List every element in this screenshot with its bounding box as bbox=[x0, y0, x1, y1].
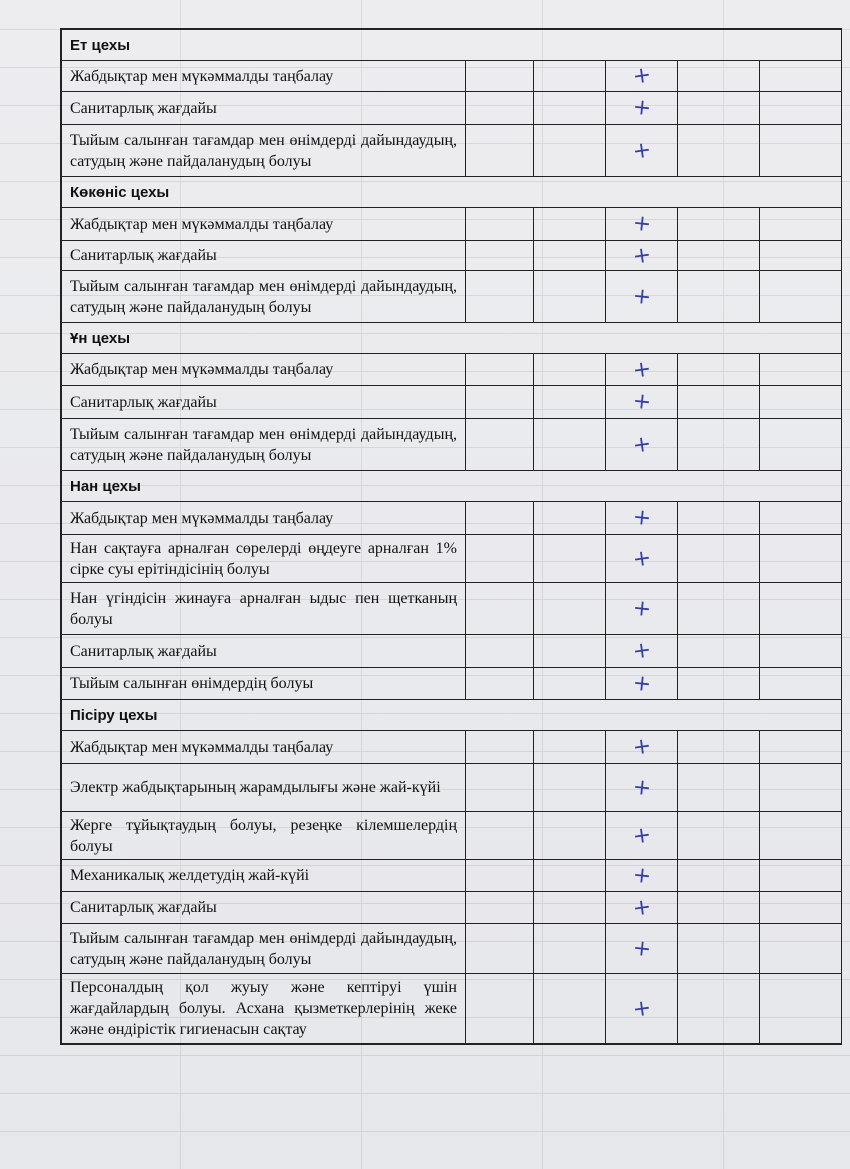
handwritten-check-mark: + bbox=[631, 595, 652, 622]
handwritten-check-mark: + bbox=[630, 62, 653, 90]
mark-cell-5 bbox=[760, 635, 842, 668]
mark-cell-2 bbox=[534, 271, 606, 323]
checklist-row bbox=[62, 125, 842, 177]
mark-cell-3 bbox=[606, 535, 678, 583]
mark-cell-5 bbox=[760, 974, 842, 1044]
checklist-row bbox=[62, 535, 842, 583]
handwritten-check-mark: + bbox=[631, 862, 652, 889]
mark-cell-5 bbox=[760, 860, 842, 892]
mark-cell-4 bbox=[678, 61, 760, 92]
mark-cell-2 bbox=[534, 583, 606, 635]
handwritten-check-mark: + bbox=[630, 136, 653, 165]
mark-cell-5 bbox=[760, 125, 842, 177]
mark-cell-4 bbox=[678, 668, 760, 700]
mark-cell-1 bbox=[466, 125, 534, 177]
checklist-item-text: Нан үгіндісін жинауға арналған ыдыс пен щетканың болуы bbox=[62, 583, 466, 635]
mark-cell-1 bbox=[466, 419, 534, 471]
mark-cell-2 bbox=[534, 208, 606, 241]
mark-cell-5 bbox=[760, 354, 842, 386]
handwritten-check-mark: + bbox=[631, 504, 652, 532]
mark-cell-1 bbox=[466, 731, 534, 764]
checklist-item-text: Жабдықтар мен мүкәммалды таңбалау bbox=[62, 731, 466, 764]
mark-cell-2 bbox=[534, 764, 606, 812]
mark-cell-1 bbox=[466, 764, 534, 812]
checklist-row bbox=[62, 812, 842, 860]
handwritten-check-mark: + bbox=[631, 210, 652, 238]
mark-cell-1 bbox=[466, 635, 534, 668]
handwritten-check-mark: + bbox=[630, 893, 653, 922]
checklist-item-text: Тыйым салынған тағамдар мен өнімдерді дайындаудың, сатудың және пайдаланудың болуы bbox=[62, 125, 466, 177]
mark-cell-1 bbox=[466, 924, 534, 974]
mark-cell-2 bbox=[534, 125, 606, 177]
handwritten-check-mark: + bbox=[631, 94, 652, 122]
handwritten-check-mark: + bbox=[631, 670, 652, 697]
mark-cell-3 bbox=[606, 125, 678, 177]
checklist-row bbox=[62, 583, 842, 635]
checklist-row bbox=[62, 924, 842, 974]
checklist-item-text: Электр жабдықтарының жарамдылығы және жай-күйі bbox=[62, 764, 466, 812]
mark-cell-3 bbox=[606, 583, 678, 635]
checklist-row bbox=[62, 892, 842, 924]
mark-cell-2 bbox=[534, 241, 606, 271]
checklist-item-text: Жабдықтар мен мүкәммалды таңбалау bbox=[62, 208, 466, 241]
mark-cell-4 bbox=[678, 271, 760, 323]
checklist-row bbox=[62, 208, 842, 241]
mark-cell-5 bbox=[760, 502, 842, 535]
mark-cell-3 bbox=[606, 924, 678, 974]
mark-cell-3 bbox=[606, 668, 678, 700]
mark-cell-4 bbox=[678, 241, 760, 271]
mark-cell-1 bbox=[466, 241, 534, 271]
checklist-row bbox=[62, 974, 842, 1044]
mark-cell-2 bbox=[534, 812, 606, 860]
checklist-item-text: Санитарлық жағдайы bbox=[62, 241, 466, 271]
mark-cell-3 bbox=[606, 61, 678, 92]
mark-cell-5 bbox=[760, 764, 842, 812]
mark-cell-3 bbox=[606, 860, 678, 892]
handwritten-check-mark: + bbox=[630, 994, 653, 1023]
mark-cell-1 bbox=[466, 92, 534, 125]
mark-cell-2 bbox=[534, 502, 606, 535]
mark-cell-1 bbox=[466, 668, 534, 700]
mark-cell-3 bbox=[606, 502, 678, 535]
mark-cell-2 bbox=[534, 92, 606, 125]
mark-cell-5 bbox=[760, 812, 842, 860]
mark-cell-1 bbox=[466, 812, 534, 860]
checklist-row bbox=[62, 502, 842, 535]
mark-cell-3 bbox=[606, 731, 678, 764]
mark-cell-3 bbox=[606, 419, 678, 471]
mark-cell-2 bbox=[534, 668, 606, 700]
checklist-row bbox=[62, 419, 842, 471]
mark-cell-5 bbox=[760, 583, 842, 635]
section-header-row bbox=[62, 323, 842, 354]
mark-cell-4 bbox=[678, 731, 760, 764]
mark-cell-2 bbox=[534, 635, 606, 668]
handwritten-check-mark: + bbox=[630, 241, 653, 270]
checklist-item-text: Персоналдың қол жуыу және кептіруі үшін жағдайлардың болуы. Асхана қызметкерлерінің жеке және өндірістік гигиенасын сақтау bbox=[62, 974, 466, 1044]
mark-cell-5 bbox=[760, 892, 842, 924]
mark-cell-4 bbox=[678, 635, 760, 668]
mark-cell-4 bbox=[678, 812, 760, 860]
mark-cell-1 bbox=[466, 583, 534, 635]
section-title: Нан цехы bbox=[62, 471, 842, 502]
mark-cell-2 bbox=[534, 892, 606, 924]
mark-cell-4 bbox=[678, 419, 760, 471]
handwritten-check-mark: + bbox=[630, 430, 653, 459]
mark-cell-3 bbox=[606, 354, 678, 386]
checklist-row bbox=[62, 271, 842, 323]
mark-cell-5 bbox=[760, 241, 842, 271]
checklist-row bbox=[62, 635, 842, 668]
inspection-checklist-table bbox=[60, 28, 842, 1045]
handwritten-check-mark: + bbox=[631, 935, 652, 962]
mark-cell-2 bbox=[534, 386, 606, 419]
mark-cell-4 bbox=[678, 583, 760, 635]
mark-cell-2 bbox=[534, 974, 606, 1044]
checklist-row bbox=[62, 241, 842, 271]
section-header-row bbox=[62, 177, 842, 208]
section-header-row bbox=[62, 30, 842, 61]
mark-cell-4 bbox=[678, 502, 760, 535]
section-header-row bbox=[62, 700, 842, 731]
checklist-row bbox=[62, 61, 842, 92]
checklist-item-text: Нан сақтауға арналған сөрелерді өңдеуге арналған 1% сірке суы ерітіндісінің болуы bbox=[62, 535, 466, 583]
handwritten-check-mark: + bbox=[630, 637, 653, 665]
mark-cell-3 bbox=[606, 974, 678, 1044]
mark-cell-1 bbox=[466, 61, 534, 92]
mark-cell-2 bbox=[534, 61, 606, 92]
section-header-row bbox=[62, 471, 842, 502]
mark-cell-2 bbox=[534, 535, 606, 583]
checklist-item-text: Санитарлық жағдайы bbox=[62, 635, 466, 668]
checklist-item-text: Жерге тұйықтаудың болуы, резеңке кілемшелердің болуы bbox=[62, 812, 466, 860]
checklist-item-text: Жабдықтар мен мүкәммалды таңбалау bbox=[62, 354, 466, 386]
checklist-item-text: Тыйым салынған тағамдар мен өнімдерді дайындаудың, сатудың және пайдаланудың болуы bbox=[62, 271, 466, 323]
mark-cell-1 bbox=[466, 208, 534, 241]
checklist-item-text: Механикалық желдетудің жай-күйі bbox=[62, 860, 466, 892]
handwritten-check-mark: + bbox=[631, 388, 652, 416]
mark-cell-1 bbox=[466, 271, 534, 323]
mark-cell-5 bbox=[760, 731, 842, 764]
handwritten-check-mark: + bbox=[630, 355, 653, 384]
mark-cell-3 bbox=[606, 208, 678, 241]
mark-cell-4 bbox=[678, 125, 760, 177]
checklist-item-text: Санитарлық жағдайы bbox=[62, 892, 466, 924]
mark-cell-5 bbox=[760, 386, 842, 419]
handwritten-check-mark: + bbox=[631, 774, 652, 801]
mark-cell-4 bbox=[678, 860, 760, 892]
checklist-item-text: Тыйым салынған тағамдар мен өнімдерді дайындаудың, сатудың және пайдаланудың болуы bbox=[62, 419, 466, 471]
mark-cell-4 bbox=[678, 354, 760, 386]
mark-cell-1 bbox=[466, 535, 534, 583]
mark-cell-3 bbox=[606, 764, 678, 812]
checklist-row bbox=[62, 386, 842, 419]
mark-cell-4 bbox=[678, 892, 760, 924]
mark-cell-3 bbox=[606, 386, 678, 419]
mark-cell-5 bbox=[760, 61, 842, 92]
checklist-row bbox=[62, 668, 842, 700]
mark-cell-5 bbox=[760, 208, 842, 241]
mark-cell-1 bbox=[466, 354, 534, 386]
mark-cell-4 bbox=[678, 92, 760, 125]
mark-cell-3 bbox=[606, 635, 678, 668]
mark-cell-4 bbox=[678, 764, 760, 812]
mark-cell-5 bbox=[760, 668, 842, 700]
mark-cell-1 bbox=[466, 502, 534, 535]
section-title: Ұн цехы bbox=[62, 323, 842, 354]
mark-cell-1 bbox=[466, 860, 534, 892]
mark-cell-3 bbox=[606, 892, 678, 924]
mark-cell-2 bbox=[534, 924, 606, 974]
mark-cell-5 bbox=[760, 419, 842, 471]
section-title: Ет цехы bbox=[62, 30, 842, 61]
mark-cell-1 bbox=[466, 974, 534, 1044]
checklist-item-text: Тыйым салынған тағамдар мен өнімдерді дайындаудың, сатудың және пайдаланудың болуы bbox=[62, 924, 466, 974]
mark-cell-4 bbox=[678, 535, 760, 583]
mark-cell-4 bbox=[678, 208, 760, 241]
mark-cell-3 bbox=[606, 241, 678, 271]
mark-cell-2 bbox=[534, 419, 606, 471]
mark-cell-4 bbox=[678, 386, 760, 419]
handwritten-check-mark: + bbox=[630, 733, 653, 761]
checklist-item-text: Санитарлық жағдайы bbox=[62, 386, 466, 419]
handwritten-check-mark: + bbox=[631, 283, 652, 310]
mark-cell-2 bbox=[534, 860, 606, 892]
checklist-row bbox=[62, 764, 842, 812]
mark-cell-4 bbox=[678, 924, 760, 974]
mark-cell-3 bbox=[606, 812, 678, 860]
mark-cell-5 bbox=[760, 92, 842, 125]
section-title: Пісіру цехы bbox=[62, 700, 842, 731]
mark-cell-3 bbox=[606, 92, 678, 125]
mark-cell-5 bbox=[760, 535, 842, 583]
handwritten-check-mark: + bbox=[630, 821, 653, 850]
mark-cell-3 bbox=[606, 271, 678, 323]
mark-cell-2 bbox=[534, 354, 606, 386]
mark-cell-2 bbox=[534, 731, 606, 764]
handwritten-check-mark: + bbox=[630, 544, 653, 573]
checklist-row bbox=[62, 731, 842, 764]
checklist-row bbox=[62, 354, 842, 386]
section-title: Көкөніс цехы bbox=[62, 177, 842, 208]
checklist-row bbox=[62, 860, 842, 892]
mark-cell-5 bbox=[760, 924, 842, 974]
mark-cell-5 bbox=[760, 271, 842, 323]
checklist-item-text: Жабдықтар мен мүкәммалды таңбалау bbox=[62, 61, 466, 92]
checklist-item-text: Тыйым салынған өнімдердің болуы bbox=[62, 668, 466, 700]
checklist-row bbox=[62, 92, 842, 125]
mark-cell-1 bbox=[466, 386, 534, 419]
mark-cell-4 bbox=[678, 974, 760, 1044]
mark-cell-1 bbox=[466, 892, 534, 924]
checklist-item-text: Жабдықтар мен мүкәммалды таңбалау bbox=[62, 502, 466, 535]
checklist-item-text: Санитарлық жағдайы bbox=[62, 92, 466, 125]
